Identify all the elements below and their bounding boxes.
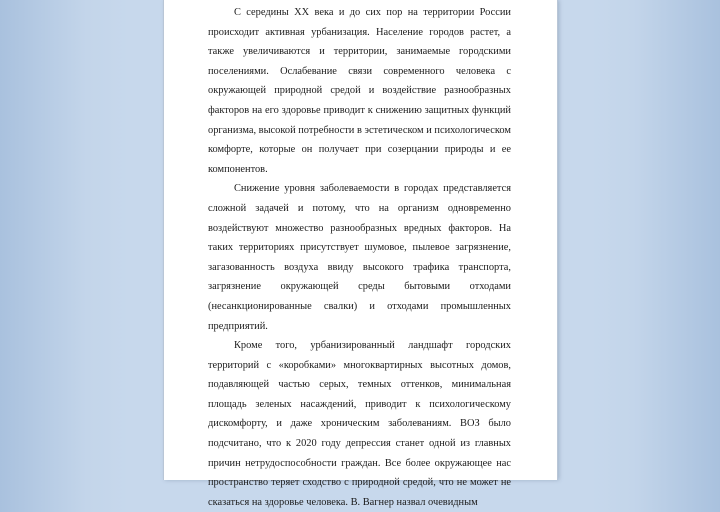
- paragraph-morbidity: Снижение уровня заболеваемости в городах представляется сложной задачей и потому, что на организм одновременно воздействуют множество разнообразных вредных факторов. На таких территориях присутствует шумовое, пылевое загрязнение, загазованность воздуха ввиду высокого трафика транспорта, загрязнение окружающей среды бытовыми отходами (несанкционированные свалки) и отходами промышленных предприятий.: [208, 183, 511, 332]
- document-body: [208, 3, 511, 512]
- document-page[interactable]: [163, 0, 558, 508]
- paragraph-urban-landscape: Кроме того, урбанизированный ландшафт городских территорий с «коробками» многоквартирных высотных домов, подавляющей частью серых, темных оттенков, минимальная площадь зеленых насаждений, приводит к психологическому дискомфорту, и даже хроническим заболеваниям. ВОЗ было подсчитано, что к 2020 году депрессия станет одной из главных причин нетрудоспособности граждан. Все более окружающее нас пространство теряет сходство с природной средой, что не может не сказаться на здоровье человека. В. Вагнер назвал очевидным: [208, 340, 511, 508]
- paragraph-urbanization: С середины XX века и до сих пор на территории России происходит активная урбанизация. Население городов растет, а также увеличиваются и территории, занимаемые городскими поселениями. Ослабевание связи современного человека с окружающей природной средой и воздействие разнообразных факторов на его здоровье приводит к снижению защитных функций организма, высокой потребности в эстетическом и психологическом комфорте, которые он получает при созерцании природы и ее компонентов.: [208, 7, 511, 175]
